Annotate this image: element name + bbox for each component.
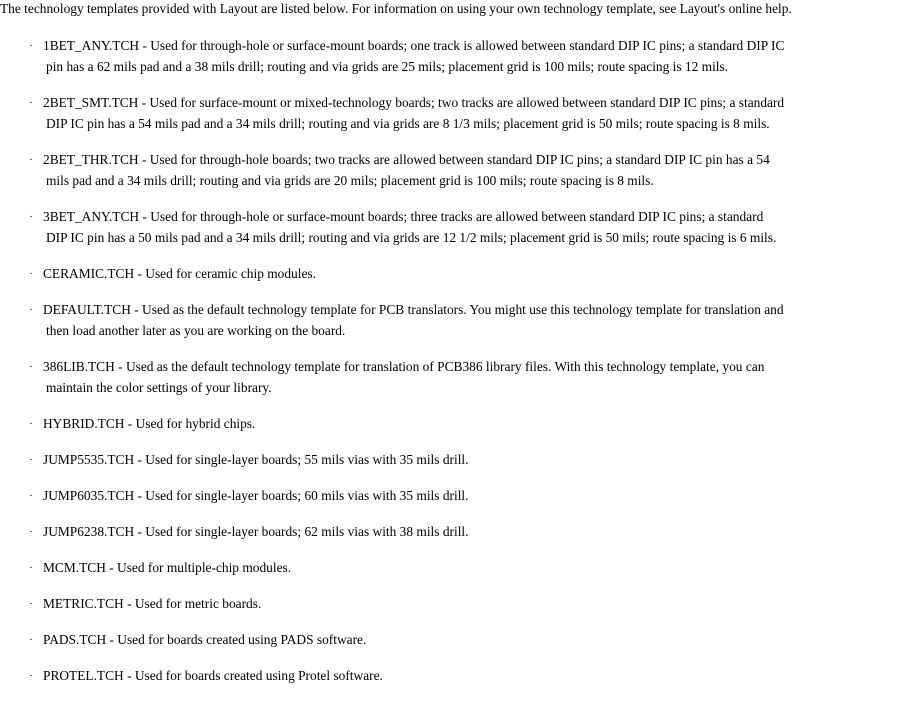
item-text-line: 386LIB.TCH - Used as the default technology template for translation of PCB386 library files. With this technology template, you can [43, 359, 765, 374]
list-item [0, 207, 914, 248]
list-item [0, 357, 914, 398]
item-text-line: JUMP5535.TCH - Used for single-layer boards; 55 mils vias with 35 mils drill. [43, 452, 469, 467]
list-item [0, 150, 914, 191]
template-list [0, 36, 914, 702]
list-item [0, 594, 914, 615]
item-text-line: DEFAULT.TCH - Used as the default technology template for PCB translators. You might use this technology template for translation and [43, 302, 784, 317]
item-text-line: CERAMIC.TCH - Used for ceramic chip modules. [43, 266, 316, 281]
item-text-line: pin has a 62 mils pad and a 38 mils drill; routing and via grids are 25 mils; placement grid is 100 mils; route spacing is 12 mils. [46, 58, 729, 74]
bullet-icon: · [29, 670, 33, 682]
bullet-icon: · [29, 361, 33, 373]
item-text-line: MCM.TCH - Used for multiple-chip modules. [43, 560, 292, 575]
intro-paragraph: The technology templates provided with Layout are listed below. For information on using your own technology template, see Layout's online help. [0, 1, 792, 16]
list-item [0, 414, 914, 435]
bullet-icon: · [29, 526, 33, 538]
list-item [0, 36, 914, 77]
bullet-icon: · [29, 598, 33, 610]
item-text-line: 2BET_SMT.TCH - Used for surface-mount or mixed-technology boards; two tracks are allowed between standard DIP IC pins; a standard [43, 95, 785, 110]
bullet-icon: · [29, 490, 33, 502]
list-item [0, 522, 914, 543]
item-text-line: HYBRID.TCH - Used for hybrid chips. [43, 416, 256, 431]
bullet-icon: · [29, 562, 33, 574]
bullet-icon: · [29, 97, 33, 109]
list-item [0, 450, 914, 471]
bullet-icon: · [29, 268, 33, 280]
bullet-icon: · [29, 454, 33, 466]
list-item [0, 300, 914, 341]
item-text-line: 3BET_ANY.TCH - Used for through-hole or surface-mount boards; three tracks are allowed between standard DIP IC pins; a standard [43, 209, 764, 224]
item-text-line: DIP IC pin has a 50 mils pad and a 34 mils drill; routing and via grids are 12 1/2 mils; placement grid is 50 mils; route spacing is 6 mils. [46, 229, 777, 245]
bullet-icon: · [29, 304, 33, 316]
item-text-line: JUMP6035.TCH - Used for single-layer boards; 60 mils vias with 35 mils drill. [43, 488, 469, 503]
list-item [0, 264, 914, 285]
list-item [0, 666, 914, 687]
item-text-line: METRIC.TCH - Used for metric boards. [43, 596, 262, 611]
bullet-icon: · [29, 634, 33, 646]
item-text-line: mils pad and a 34 mils drill; routing and via grids are 20 mils; placement grid is 100 mils; route spacing is 8 mils. [46, 172, 654, 188]
item-text-line: PROTEL.TCH - Used for boards created using Protel software. [43, 668, 383, 683]
bullet-icon: · [29, 40, 33, 52]
item-text-line: PADS.TCH - Used for boards created using PADS software. [43, 632, 367, 647]
item-text-line: 2BET_THR.TCH - Used for through-hole boards; two tracks are allowed between standard DIP IC pins; a standard DIP IC pin has a 54 [43, 152, 770, 167]
list-item [0, 486, 914, 507]
list-item [0, 558, 914, 579]
item-text-line: 1BET_ANY.TCH - Used for through-hole or surface-mount boards; one track is allowed between standard DIP IC pins; a standard DIP IC [43, 38, 785, 53]
item-text-line: JUMP6238.TCH - Used for single-layer boards; 62 mils vias with 38 mils drill. [43, 524, 469, 539]
list-item [0, 93, 914, 134]
item-text-line: then load another later as you are working on the board. [46, 322, 346, 338]
item-text-line: maintain the color settings of your library. [46, 379, 272, 395]
list-item [0, 630, 914, 651]
bullet-icon: · [29, 154, 33, 166]
bullet-icon: · [29, 211, 33, 223]
bullet-icon: · [29, 418, 33, 430]
item-text-line: DIP IC pin has a 54 mils pad and a 34 mils drill; routing and via grids are 8 1/3 mils; placement grid is 50 mils; route spacing is 8 mils. [46, 115, 770, 131]
